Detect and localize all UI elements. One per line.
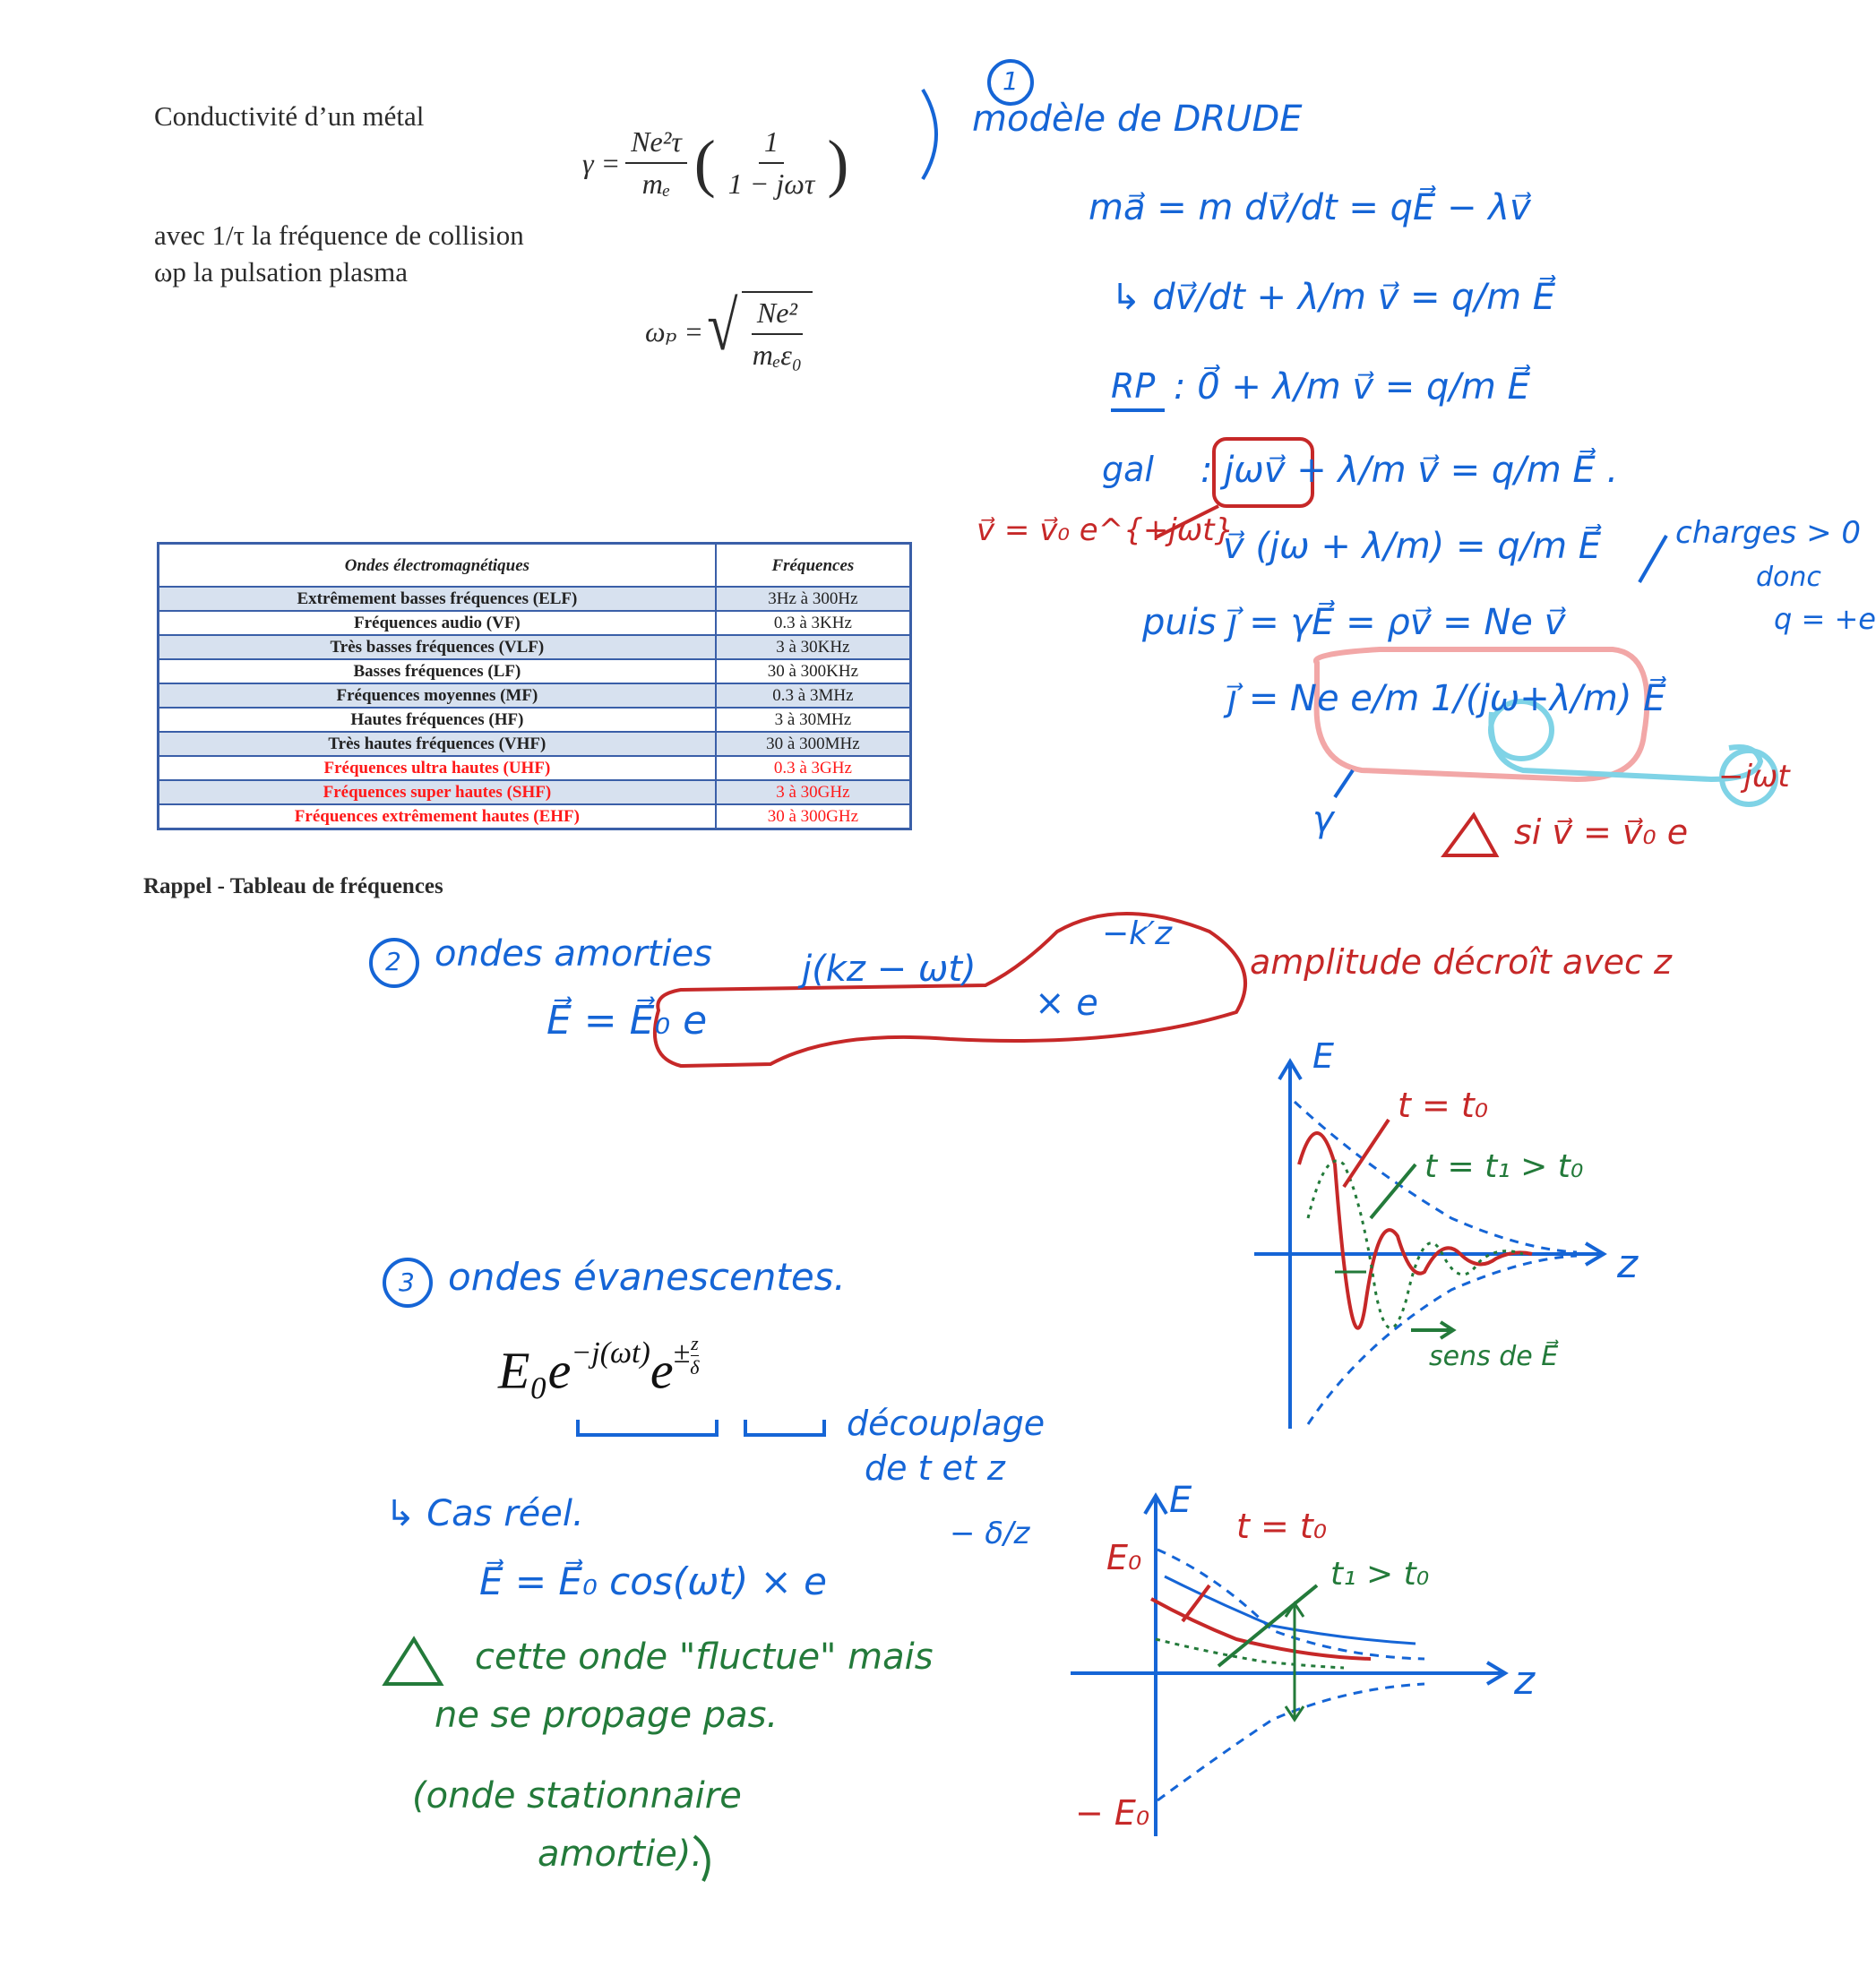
circle-1-label: 1 [1003,66,1019,96]
damped-waves-label: ondes amorties [435,933,713,975]
band-cell: Hautes fréquences (HF) [159,708,716,732]
real-case-label: ↳ Cas réel. [385,1493,584,1534]
underbrace-2 [745,1420,824,1435]
omega-denominator: mₑε₀ [752,339,803,371]
underbrace-1 [578,1420,717,1435]
evanescent-base: E₀e [498,1341,572,1400]
graph1-E-label: E [1312,1036,1335,1076]
diff-equation: ↳ dv⃗/dt + λ/m v⃗ = q/m E⃗ [1111,277,1556,318]
amplitude-note: amplitude décroît avec z [1250,942,1672,982]
evanescent-sign: ± [673,1336,691,1370]
band-cell: Très basses fréquences (VLF) [159,635,716,659]
table-caption: Rappel - Tableau de fréquences [143,874,443,898]
evanescent-waves-label: ondes évanescentes. [448,1255,846,1299]
current-equation: puis j⃗ = γE⃗ = ρv⃗ = Ne v⃗ [1142,602,1566,643]
table-header-bands: Ondes électromagnétiques [159,544,716,588]
times-e-label: × e [1035,983,1098,1024]
charges-pointer [1639,536,1666,582]
evanescent-e2: e [650,1341,674,1400]
bracket-stroke [923,90,936,179]
range-cell: 3 à 30KHz [716,635,911,659]
E-field-exponent: j(kz − ωt) [802,949,977,990]
gal-label: gal [1102,450,1154,489]
circle-2-label: 2 [385,947,401,976]
real-case-exponent: − δ/z [950,1516,1030,1551]
graph2-E-label: E [1169,1480,1192,1521]
band-cell: Très hautes fréquences (VHF) [159,732,716,756]
E-field-equation: E⃗ = E⃗₀ e [546,998,708,1044]
inner-denominator: 1 − jωτ [727,167,815,200]
damped-note: amortie). [538,1834,703,1875]
omega-lhs: ωₚ = [645,315,703,348]
warning-triangle-1 [1444,815,1496,855]
range-cell: 30 à 300MHz [716,732,911,756]
range-cell: 0.3 à 3MHz [716,683,911,708]
range-cell: 30 à 300GHz [716,804,911,829]
range-cell: 3 à 30MHz [716,708,911,732]
circle-3-label: 3 [399,1267,415,1297]
graph1-envelope-bottom [1308,1256,1577,1424]
warning-note-1: si v⃗ = v⃗₀ e [1514,812,1689,852]
band-cell: Fréquences super hautes (SHF) [159,780,716,804]
sens-label: sens de E⃗ [1429,1341,1559,1372]
right-paren: ) [827,127,849,199]
t-and-z-label: de t et z [865,1448,1005,1488]
evanescent-exponent-1: −j(ωt) [571,1336,650,1370]
v-definition: v⃗ = v⃗₀ e^{+jωt} [977,512,1235,548]
graph1-t1-label: t = t₁ > t₀ [1424,1148,1584,1185]
graph2-env-bottom [1157,1684,1424,1800]
standing-wave-note: (onde stationnaire [412,1775,742,1817]
range-cell: 0.3 à 3GHz [716,756,911,780]
range-cell: 30 à 300KHz [716,659,911,683]
left-paren: ( [693,127,716,199]
minus-jwt-label: −jωt [1718,759,1790,795]
graph1-t0-label: t = t₀ [1398,1086,1489,1125]
z-num: z [691,1332,699,1354]
real-case-equation: E⃗ = E⃗₀ cos(ωt) × e [479,1559,827,1603]
q-equals-label: q = +e [1774,602,1876,636]
fluctuates-note: cette onde "fluctue" mais [475,1636,934,1678]
range-cell: 3Hz à 300Hz [716,587,911,611]
rp-label: RP [1111,366,1156,406]
graph1-z-label: z [1617,1241,1639,1287]
graph2-red-curve [1151,1599,1371,1659]
graph2-t0-label: t = t₀ [1236,1507,1328,1546]
drude-label: modèle de DRUDE [972,99,1303,140]
gamma-mark: γ [1312,799,1334,840]
gamma-lhs: γ = [582,146,621,179]
band-cell: Fréquences ultra hautes (UHF) [159,756,716,780]
band-cell: Fréquences audio (VF) [159,611,716,635]
graph2-z-label: z [1514,1658,1536,1704]
decoupling-label: découplage [847,1404,1046,1443]
rp-equation: : 0⃗ + λ/m v⃗ = q/m E⃗ [1174,366,1530,408]
no-propagation-note: ne se propage pas. [435,1695,779,1736]
graph2-minus-E0-label: − E₀ [1075,1793,1150,1833]
section-title: Conductivité d’un métal [154,100,425,132]
donc-label: donc [1756,562,1821,593]
inner-numerator: 1 [759,125,784,164]
newton-equation: ma⃗ = m dv⃗/dt = qE⃗ − λv⃗ [1089,187,1531,228]
gamma-denominator: mₑ [641,167,671,200]
band-cell: Fréquences extrêmement hautes (EHF) [159,804,716,829]
graph2-t1-label: t₁ > t₀ [1330,1556,1430,1593]
sqrt-sign: √ [707,287,738,365]
v-factor-equation: v⃗ (jω + λ/m) = q/m E⃗ [1223,526,1602,567]
gamma-numerator: Ne²τ [625,125,687,164]
band-cell: Extrêmement basses fréquences (ELF) [159,587,716,611]
range-cell: 3 à 30GHz [716,780,911,804]
t0-pointer [1344,1120,1389,1187]
band-cell: Fréquences moyennes (MF) [159,683,716,708]
delta-den: δ [690,1356,700,1379]
range-cell: 0.3 à 3KHz [716,611,911,635]
warning-triangle-2 [385,1639,441,1684]
j-equation: j⃗ = Ne e/m 1/(jω+λ/m) E⃗ [1227,678,1666,719]
kz-exponent: −k′z [1102,915,1173,952]
charges-label: charges > 0 [1675,515,1862,551]
plasma-pulsation-text: ωp la pulsation plasma [154,256,408,288]
omega-numerator: Ne² [752,296,803,335]
graph2-E0-label: E₀ [1106,1538,1142,1577]
band-cell: Basses fréquences (LF) [159,659,716,683]
collision-frequency-text: avec 1/τ la fréquence de collision [154,219,524,251]
gal-equation: : jωv⃗ + λ/m v⃗ = q/m E⃗ . [1200,450,1619,491]
table-header-frequencies: Fréquences [716,544,911,588]
gamma-pointer [1335,770,1353,797]
